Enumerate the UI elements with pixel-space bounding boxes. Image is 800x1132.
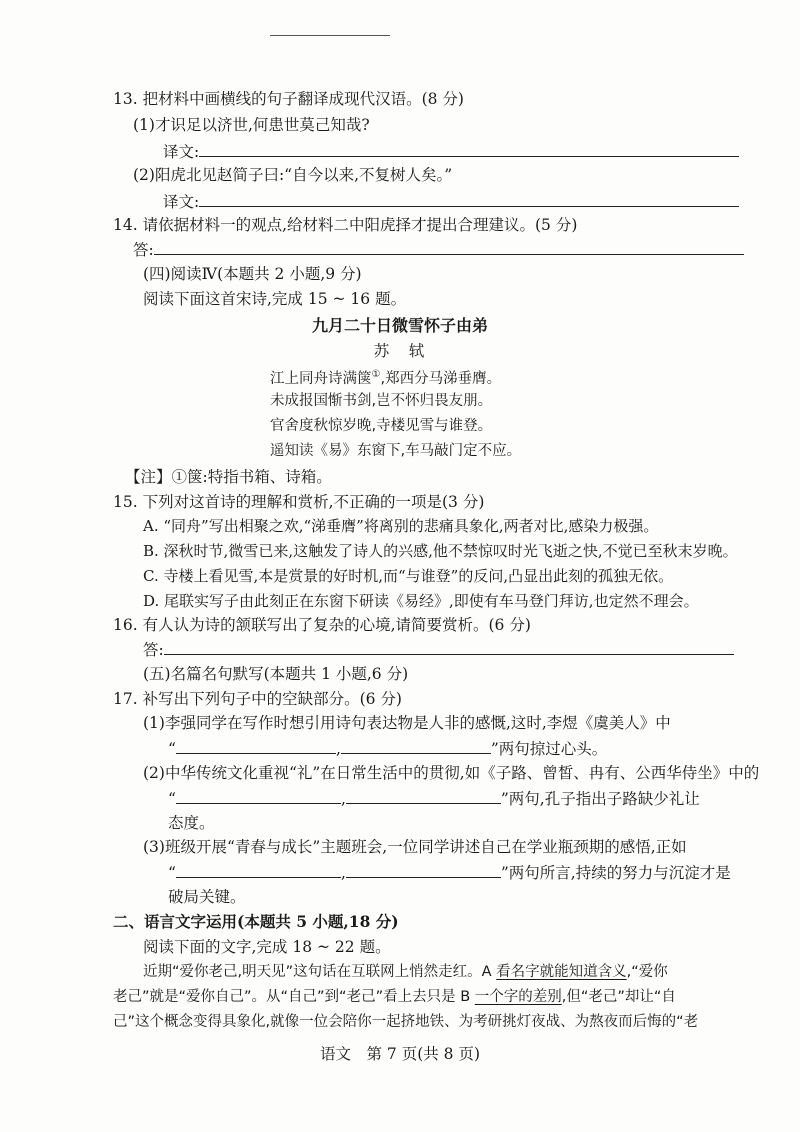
poem-note: 【注】①箧:特指书箱、诗箱。 [125,468,332,486]
poem-line-1: 江上同舟诗满箧①,郑西分马涕垂膺。 [270,369,502,387]
fill-blank[interactable] [341,737,491,754]
fill-blank[interactable] [346,787,501,804]
q15-option-b: B. 深秋时节,微雪已来,这触发了诗人的兴感,他不禁惊叹时光飞逝之快,不觉已至秋末岁晚。 [143,542,738,560]
q17-s3-line3: 破局关键。 [168,888,246,906]
q13-answer-1 [163,140,739,163]
q14-stem: 14. 请依据材料一的观点,给材料二中阳虎择才提出合理建议。(5 分) [113,216,578,234]
q14-answer [133,238,744,261]
q16-stem: 16. 有人认为诗的颔联写出了复杂的心境,请简要赏析。(6 分) [113,616,531,634]
answer-label: 译文: [163,193,200,211]
q13-answer-2 [163,190,739,213]
poem-line-4: 遥知读《易》东窗下,车马敲门定不应。 [270,443,522,459]
poem-author: 苏 轼 [373,342,427,360]
section4-intro: 阅读下面这首宋诗,完成 15 ~ 16 题。 [143,290,407,308]
q17-s3-line2: “ , ”两句所言,持续的努力与沉淀才是 [168,861,731,884]
q17-stem: 17. 补写出下列句子中的空缺部分。(6 分) [113,690,402,708]
fill-blank[interactable] [176,861,341,878]
passage-line-3: 己”这个概念变得具象化,就像一位会陪你一起挤地铁、为考研挑灯夜战、为熬夜而后悔的“老 [113,1014,699,1030]
answer-line [154,238,744,255]
q17-s2-line2: “ , ”两句,孔子指出子路缺少礼让 [168,787,700,810]
answer-line [199,190,739,207]
poem-line-2: 未成报国惭书剑,岂不怀归畏友朋。 [270,393,493,409]
q15-option-d: D. 尾联实写子由此刻正在东窗下研读《易经》,即使有车马登门拜访,也定然不理会。 [143,592,699,610]
q17-s1-line2: “ , ”两句掠过心头。 [168,737,607,760]
part2-intro: 阅读下面的文字,完成 18 ~ 22 题。 [143,938,391,956]
answer-label: 答: [133,241,154,259]
fill-blank[interactable] [346,861,501,878]
answer-line [164,638,734,655]
q17-s1-line1: (1)李强同学在写作时想引用诗句表达物是人非的感慨,这时,李煜《虞美人》中 [143,714,671,732]
section5-heading: (五)名篇名句默写(本题共 1 小题,6 分) [143,665,409,683]
fill-blank[interactable] [176,737,336,754]
underlined-phrase-a: 看名字就能知道含义 [496,964,627,980]
q17-s3-line1: (3)班级开展“青春与成长”主题班会,一位同学讲述自己在学业瓶颈期的感悟,正如 [143,838,687,856]
q13-stem: 13. 把材料中画横线的句子翻译成现代汉语。(8 分) [113,90,464,108]
answer-label: 答: [143,641,164,659]
answer-label: 译文: [163,143,200,161]
passage-line-1: 近期“爱你老己,明天见”这句话在互联网上悄然走红。A 看名字就能知道含义,“爱你 [143,964,668,980]
poem-line-3: 官舍度秋惊岁晚,寺楼见雪与谁登。 [270,418,493,434]
poem-title: 九月二十日微雪怀子由弟 [311,316,488,335]
q15-option-c: C. 寺楼上看见雪,本是赏景的好时机,而“与谁登”的反问,凸显出此刻的孤独无依。 [143,567,674,585]
q17-s2-line1: (2)中华传统文化重视“礼”在日常生活中的贯彻,如《子路、曾皙、冉有、公西华侍坐》中的 [143,764,760,782]
q13-sentence-2: (2)阳虎北见赵简子曰:“自今以来,不复树人矣。” [133,166,453,184]
q16-answer [143,638,734,661]
q15-option-a: A. “同舟”写出相聚之欢,“涕垂膺”将离别的悲痛具象化,两者对比,感染力极强。 [143,517,659,535]
q17-s2-line3: 态度。 [168,814,215,832]
q13-sentence-1: (1)才识足以济世,何患世莫己知哉? [133,116,370,134]
part2-heading: 二、语言文字运用(本题共 5 小题,18 分) [113,912,399,931]
section4-heading: (四)阅读Ⅳ(本题共 2 小题,9 分) [143,265,362,283]
fill-blank[interactable] [176,787,341,804]
note-marker: ① [371,369,381,380]
underlined-phrase-b: 一个字的差别 [474,989,562,1005]
top-rule [270,35,390,36]
answer-line [199,140,739,157]
q15-stem: 15. 下列对这首诗的理解和赏析,不正确的一项是(3 分) [113,493,485,511]
page-footer: 语文 第 7 页(共 8 页) [319,1045,481,1063]
passage-line-2: 老己”就是“爱你自己”。从“自己”到“老己”看上去只是 B 一个字的差别,但“老己”却让“自 [113,989,676,1005]
